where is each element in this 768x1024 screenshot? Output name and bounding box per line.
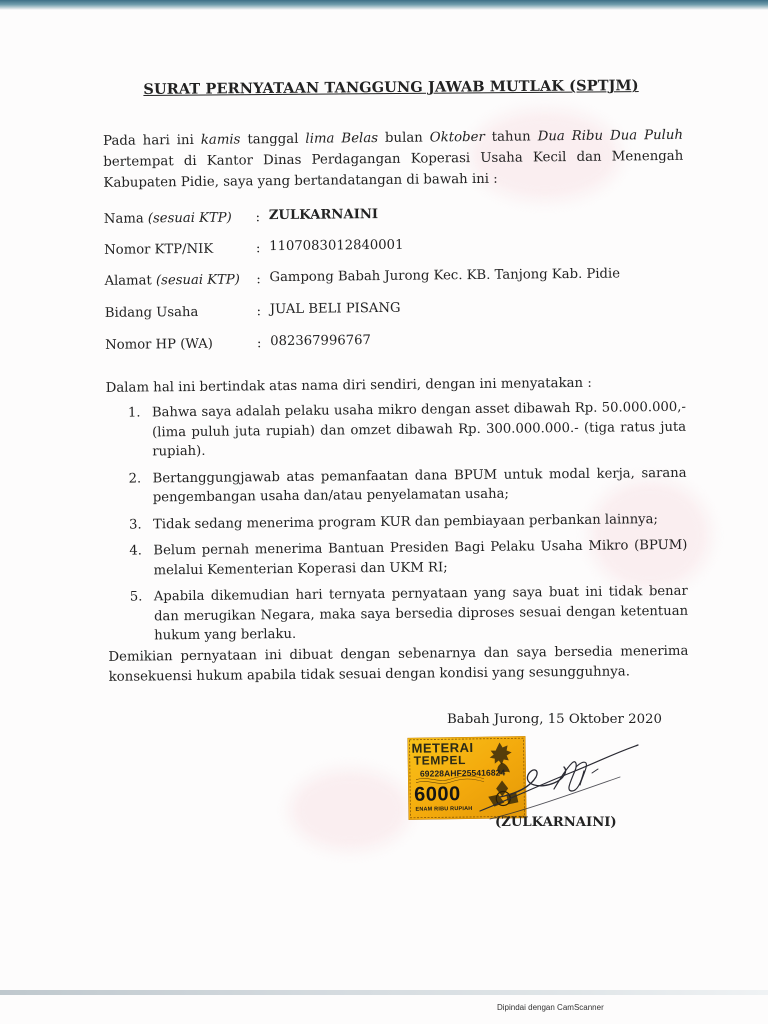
item-text: Bahwa saya adalah pelaku usaha mikro dengan asset dibawah Rp. 50.000.000,- (lima puluh juta rupiah) dan omzet dibawah Rp. 300.000.000.- (tiga ratus juta rupiah).	[151, 399, 687, 460]
phone-label: Nomor HP (WA)	[105, 336, 213, 353]
address-colon: :	[256, 272, 261, 288]
scan-edge-bottom	[0, 990, 768, 995]
intro-month: Oktober	[429, 129, 485, 146]
item-text: Belum pernah menerima Bantuan Presiden Bagi Pelaku Usaha Mikro (BPUM) melalui Kementerian Koperasi dan UKM RI;	[153, 537, 688, 578]
address-value: Gampong Babah Jurong Kec. KB. Tanjong Kab. Pidie	[269, 266, 621, 286]
item-text: Tidak sedang menerima program KUR dan pembiayaan perbankan lainnya;	[153, 511, 658, 532]
nik-label: Nomor KTP/NIK	[104, 241, 214, 258]
intro-day: kamis	[200, 132, 241, 148]
item-number: 5.	[129, 589, 143, 605]
intro-text: tanggal	[240, 131, 306, 148]
phone-value: 082367996767	[270, 333, 371, 350]
stamp-serial: 69228AHF255416824	[419, 767, 506, 779]
item-number: 4.	[129, 543, 143, 559]
name-value: ZULKARNAINI	[268, 207, 379, 224]
list-item	[107, 509, 687, 535]
business-label: Bidang Usaha	[104, 304, 199, 321]
list-item	[107, 536, 687, 581]
place-date: Babah Jurong, 15 Oktober 2020	[447, 712, 662, 727]
name-label	[104, 210, 232, 229]
list-item	[107, 463, 687, 508]
nik-colon: :	[255, 241, 261, 257]
intro-paragraph	[103, 125, 684, 194]
item-number: 2.	[128, 471, 142, 487]
stamp-subtitle: TEMPEL	[413, 753, 467, 768]
intro-date: lima Belas	[305, 131, 379, 147]
document-title: SURAT PERNYATAAN TANGGUNG JAWAB MUTLAK (SPTJM)	[143, 77, 639, 98]
intro-text: bulan	[377, 130, 430, 147]
item-number: 3.	[129, 517, 142, 533]
intro-year: Dua Ribu Dua Puluh	[537, 127, 684, 145]
item-text: Apabila dikemudian hari ternyata pernyataan yang saya buat ini tidak benar dan merugikan Negara, maka saya bersedia diproses sesuai dengan ketentuan hukum yang berlaku.	[153, 583, 689, 644]
closing-paragraph: Demikian pernyataan ini dibuat dengan sebenarnya dan saya bersedia menerima konsekuensi hukum apabila tidak sesuai dengan kondisi yang sesungguhnya.	[108, 643, 689, 685]
scanner-watermark: Dipindai dengan CamScanner	[497, 1003, 604, 1012]
business-value: JUAL BELI PISANG	[269, 300, 401, 318]
item-text: Bertanggungjawab atas pemanfaatan dana BPUM untuk modal kerja, sarana pengembangan usaha dan/atau penyelamatan usaha;	[152, 465, 687, 506]
list-item	[108, 582, 689, 647]
stamp-title: METERAI	[411, 739, 474, 756]
nik-value: 1107083012840001	[269, 237, 404, 255]
intro-text: bertempat di Kantor Dinas Perdagangan Koperasi Usaha Kecil dan Menengah Kabupaten Pidie, saya yang bertandatangan di bawah ini :	[103, 148, 684, 191]
address-label-note: (sesuai KTP)	[155, 272, 240, 289]
statement-intro: Dalam hal ini bertindak atas nama diri sendiri, dengan ini menyatakan :	[105, 375, 592, 396]
stamp-value-words: ENAM RIBU RUPIAH	[415, 805, 473, 813]
address-label-text: Alamat	[104, 273, 157, 289]
business-colon: :	[256, 304, 262, 320]
statement-list	[106, 398, 689, 654]
intro-text: Pada hari ini	[102, 132, 201, 149]
signer-name: (ZULKARNAINI)	[495, 815, 617, 830]
address-label	[104, 271, 240, 290]
stamp-value: 6000	[414, 783, 461, 806]
name-colon: :	[255, 210, 261, 226]
intro-text: tahun	[484, 129, 538, 145]
name-label-text: Nama	[103, 211, 148, 227]
phone-colon: :	[256, 336, 262, 352]
list-item	[106, 398, 687, 463]
item-number: 1.	[127, 405, 141, 421]
name-label-note: (sesuai KTP)	[147, 210, 232, 227]
